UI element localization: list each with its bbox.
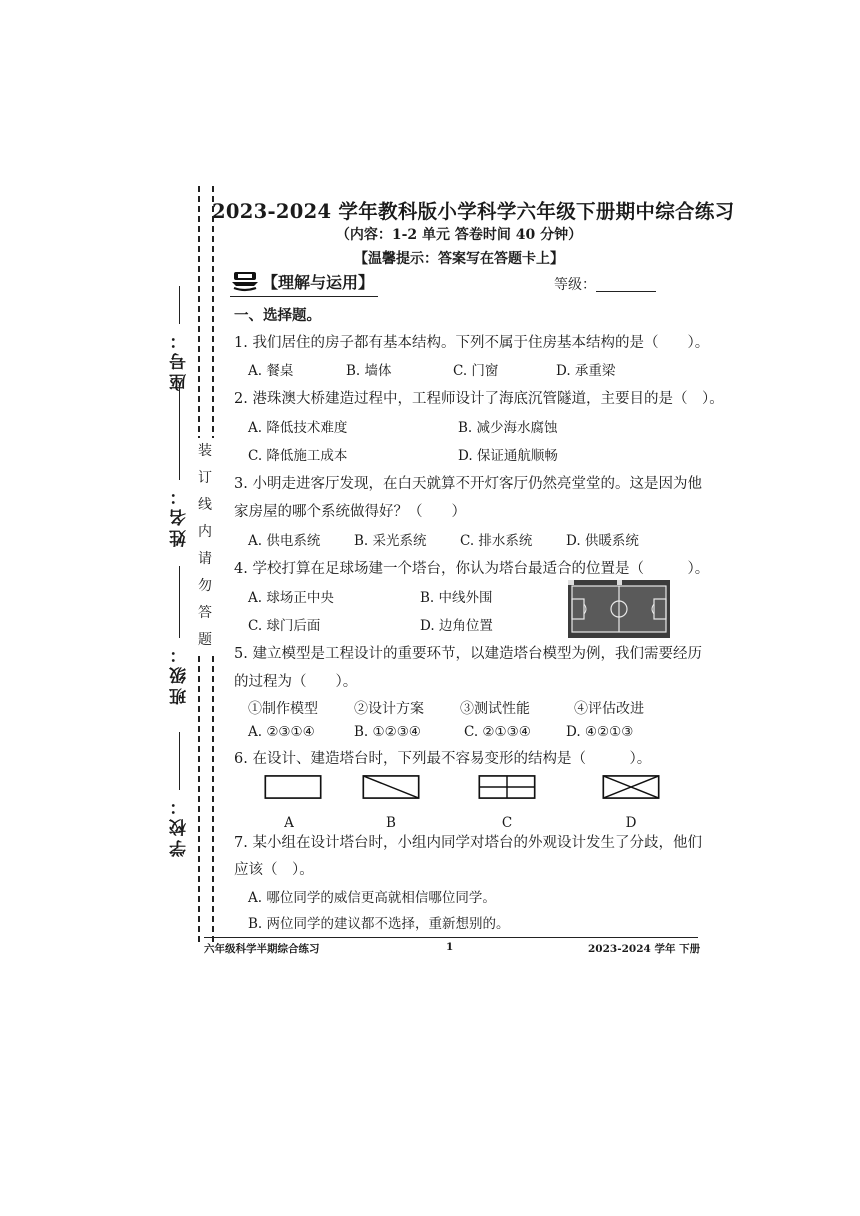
school-field <box>166 732 192 861</box>
grade-blank <box>596 291 656 292</box>
question-3-stem-line1: 3. 小明走进客厅发现，在白天就算不开灯客厅仍然亮堂堂的。这是因为他 <box>234 476 702 492</box>
class-label: 班级： <box>169 642 190 705</box>
class-field <box>166 566 192 709</box>
q2-option-d: D. 保证通航顺畅 <box>458 448 558 464</box>
question-5-stem-line1: 5. 建立模型是工程设计的重要环节，以建造塔台模型为例，我们需要经历 <box>234 646 702 662</box>
structure-d-double-diagonal <box>600 775 662 799</box>
structure-label-d: D <box>625 815 637 831</box>
exam-title: 2023-2024 学年教科版小学科学六年级下册期中综合练习 <box>212 200 735 223</box>
section-title: 【理解与运用】 <box>262 273 375 292</box>
structure-label-c: C <box>501 815 513 831</box>
footer-rule <box>204 937 698 938</box>
q1-option-c: C. 门窗 <box>453 363 499 379</box>
seal-char: 内 <box>198 524 212 540</box>
question-7-stem-line1: 7. 某小组在设计塔台时，小组内同学对塔台的外观设计发生了分歧，他们 <box>234 835 702 851</box>
question-4-stem: 4. 学校打算在足球场建一个塔台，你认为塔台最适合的位置是（ ）。 <box>234 561 710 577</box>
section-underline <box>230 296 378 297</box>
q3-option-b: B. 采光系统 <box>354 533 427 549</box>
answer-tip: 【温馨提示：答案写在答题卡上】 <box>354 251 564 267</box>
seat-field <box>166 286 192 395</box>
q1-option-a: A. 餐桌 <box>248 363 294 379</box>
seal-char: 题 <box>198 632 212 648</box>
q5-step-2: ②设计方案 <box>354 701 424 717</box>
name-fill-line <box>179 384 180 480</box>
q5-step-3: ③测试性能 <box>460 701 530 717</box>
structure-label-a: A <box>284 815 294 831</box>
structure-b-one-diagonal <box>360 775 422 799</box>
q3-option-a: A. 供电系统 <box>248 533 321 549</box>
seal-char: 答 <box>198 605 212 621</box>
binding-warning <box>194 438 216 654</box>
q2-option-a: A. 降低技术难度 <box>248 420 348 436</box>
school-label: 学校： <box>169 794 190 857</box>
footer-right: 2023-2024 学年 下册 <box>588 943 701 955</box>
q5-step-4: ④评估改进 <box>574 701 644 717</box>
grade-label: 等级： <box>554 277 596 293</box>
section-badge-icon <box>230 271 260 293</box>
q5-step-1: ①制作模型 <box>248 701 318 717</box>
structure-a-rectangle <box>262 775 324 799</box>
seat-label: 座号： <box>169 328 190 391</box>
class-fill-line <box>179 566 180 638</box>
seal-char: 装 <box>198 443 212 459</box>
exam-subtitle: （内容：1-2 单元 答卷时间 40 分钟） <box>335 227 583 243</box>
structure-c-cross-grid <box>476 775 538 799</box>
football-field-image <box>568 580 670 638</box>
page-number: 1 <box>446 941 454 953</box>
q5-option-b: B. ①②③④ <box>354 724 421 740</box>
q3-option-d: D. 供暖系统 <box>566 533 639 549</box>
q4-option-b: B. 中线外围 <box>420 590 493 606</box>
q4-option-a: A. 球场正中央 <box>248 590 334 606</box>
question-5-stem-line2: 的过程为（ ）。 <box>234 674 358 690</box>
name-label: 姓名： <box>169 484 190 547</box>
seal-char: 请 <box>198 551 212 567</box>
question-6-stem: 6. 在设计、建造塔台时，下列最不容易变形的结构是（ ）。 <box>234 751 652 767</box>
seat-fill-line <box>179 286 180 324</box>
footer-left: 六年级科学半期综合练习 <box>204 943 320 955</box>
q1-option-d: D. 承重梁 <box>556 363 616 379</box>
q7-option-a: A. 哪位同学的威信更高就相信哪位同学。 <box>248 890 496 906</box>
q7-option-b: B. 两位同学的建议都不选择，重新想别的。 <box>248 916 510 932</box>
section-header <box>230 270 374 293</box>
q3-option-c: C. 排水系统 <box>460 533 533 549</box>
name-field <box>166 384 192 551</box>
school-fill-line <box>179 732 180 790</box>
seal-char: 线 <box>198 497 212 513</box>
question-3-stem-line2: 家房屋的哪个系统做得好？（ ） <box>234 504 466 520</box>
q2-option-b: B. 减少海水腐蚀 <box>458 420 558 436</box>
part-title: 一、选择题。 <box>234 307 321 324</box>
q2-option-c: C. 降低施工成本 <box>248 448 348 464</box>
q1-option-b: B. 墙体 <box>346 363 392 379</box>
q4-option-c: C. 球门后面 <box>248 618 321 634</box>
question-1-stem: 1. 我们居住的房子都有基本结构。下列不属于住房基本结构的是（ ）。 <box>234 335 710 351</box>
structure-label-b: B <box>386 815 396 831</box>
q4-option-d: D. 边角位置 <box>420 618 493 634</box>
q5-option-d: D. ④②①③ <box>566 724 634 740</box>
seal-char: 订 <box>198 470 212 486</box>
question-2-stem: 2. 港珠澳大桥建造过程中，工程师设计了海底沉管隧道，主要目的是（ ）。 <box>234 391 724 407</box>
q5-option-a: A. ②③①④ <box>248 724 315 740</box>
question-7-stem-line2: 应该（ ）。 <box>234 862 314 878</box>
q5-option-c: C. ②①③④ <box>464 724 531 740</box>
seal-char: 勿 <box>198 578 212 594</box>
